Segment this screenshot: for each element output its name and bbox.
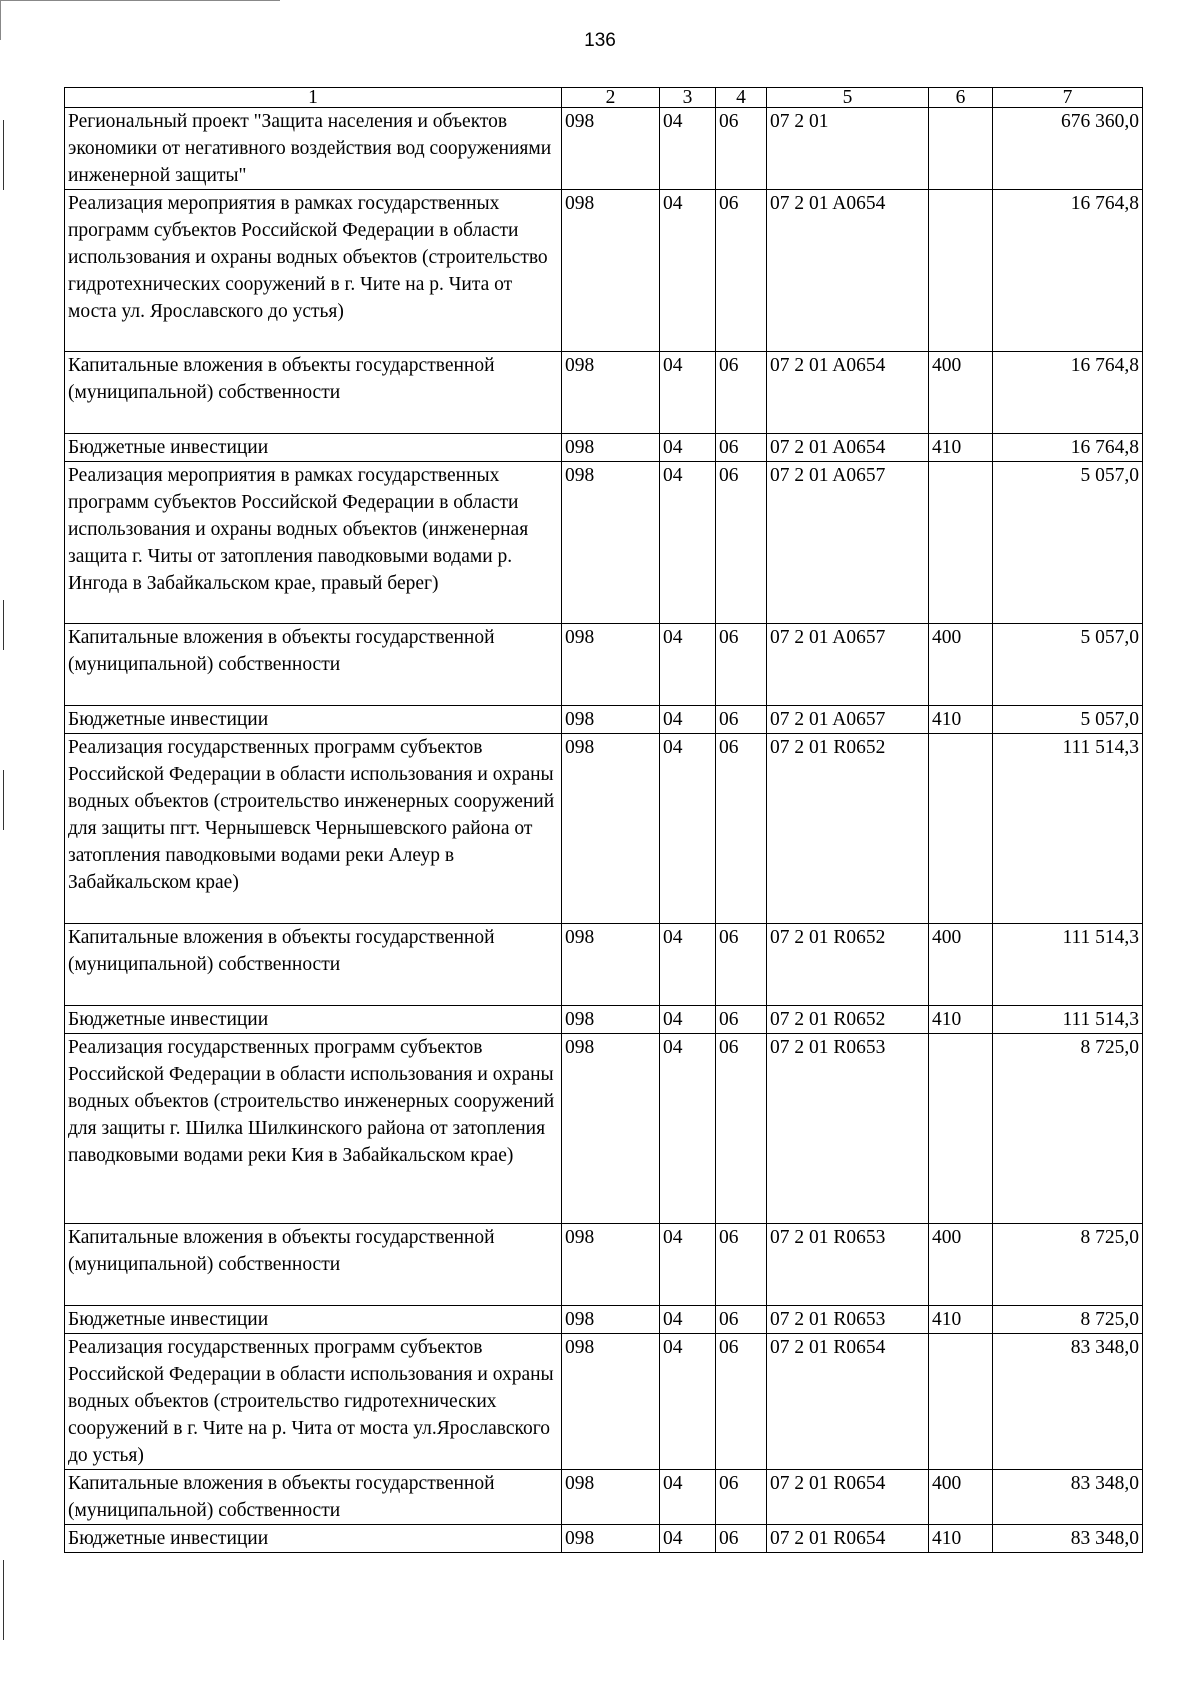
row-section: 04 [660,462,716,624]
row-subsection: 06 [716,1306,767,1334]
row-section: 04 [660,924,716,1006]
row-amount: 16 764,8 [993,190,1143,352]
row-section: 04 [660,1525,716,1553]
table-row [65,1470,1143,1525]
row-target-article: 07 2 01 R0654 [767,1334,929,1470]
table-row [65,1006,1143,1034]
row-amount: 5 057,0 [993,624,1143,706]
column-header: 3 [660,88,716,108]
row-name: Бюджетные инвестиции [65,1306,562,1334]
table-row [65,734,1143,924]
row-target-article: 07 2 01 R0652 [767,924,929,1006]
row-name: Бюджетные инвестиции [65,1525,562,1553]
row-section: 04 [660,434,716,462]
row-name: Бюджетные инвестиции [65,434,562,462]
row-expense-type: 400 [929,1224,993,1306]
row-target-article: 07 2 01 R0653 [767,1034,929,1224]
row-section: 04 [660,734,716,924]
column-header: 5 [767,88,929,108]
row-name: Реализация мероприятия в рамках государственных программ субъектов Российской Федерации в области использования и охраны водных объектов (инженерная защита г. Читы от затопления паводковыми водами р. Ингода в Забайкальском крае, правый берег) [65,462,562,624]
row-expense-type [929,190,993,352]
table-row [65,624,1143,706]
row-expense-type [929,108,993,190]
row-target-article: 07 2 01 A0654 [767,352,929,434]
row-name: Капитальные вложения в объекты государственной (муниципальной) собственности [65,352,562,434]
row-subsection: 06 [716,462,767,624]
row-admin-code: 098 [562,924,660,1006]
row-target-article: 07 2 01 A0654 [767,190,929,352]
row-section: 04 [660,190,716,352]
row-admin-code: 098 [562,706,660,734]
row-amount: 83 348,0 [993,1334,1143,1470]
margin-mark [3,600,4,650]
row-admin-code: 098 [562,108,660,190]
row-expense-type: 400 [929,624,993,706]
row-target-article: 07 2 01 R0652 [767,1006,929,1034]
row-amount: 5 057,0 [993,706,1143,734]
table-row [65,1334,1143,1470]
row-section: 04 [660,1470,716,1525]
budget-table [64,87,1143,1553]
table-row [65,190,1143,352]
row-target-article: 07 2 01 R0654 [767,1525,929,1553]
table-row [65,352,1143,434]
row-admin-code: 098 [562,190,660,352]
row-subsection: 06 [716,924,767,1006]
row-amount: 8 725,0 [993,1306,1143,1334]
table-row [65,434,1143,462]
row-subsection: 06 [716,434,767,462]
row-amount: 111 514,3 [993,924,1143,1006]
row-admin-code: 098 [562,1334,660,1470]
row-name: Капитальные вложения в объекты государственной (муниципальной) собственности [65,1470,562,1525]
row-admin-code: 098 [562,624,660,706]
row-subsection: 06 [716,706,767,734]
row-subsection: 06 [716,1034,767,1224]
row-name: Реализация государственных программ субъектов Российской Федерации в области использования и охраны водных объектов (строительство гидротехнических сооружений в г. Чите на р. Чита от моста ул.Ярославского до устья) [65,1334,562,1470]
row-expense-type: 410 [929,1306,993,1334]
page-number: 136 [584,30,616,51]
table-row [65,1224,1143,1306]
row-amount: 83 348,0 [993,1470,1143,1525]
row-name: Реализация мероприятия в рамках государственных программ субъектов Российской Федерации в области использования и охраны водных объектов (строительство гидротехнических сооружений в г. Чите на р. Чита от моста ул. Ярославского до устья) [65,190,562,352]
row-section: 04 [660,1006,716,1034]
row-admin-code: 098 [562,1306,660,1334]
column-header: 7 [993,88,1143,108]
row-expense-type: 410 [929,1525,993,1553]
row-admin-code: 098 [562,1525,660,1553]
row-subsection: 06 [716,1470,767,1525]
row-name: Реализация государственных программ субъектов Российской Федерации в области использования и охраны водных объектов (строительство инженерных сооружений для защиты пгт. Чернышевск Чернышевского района от затопления паводковыми водами реки Алеур в Забайкальском крае) [65,734,562,924]
row-target-article: 07 2 01 A0657 [767,624,929,706]
row-expense-type: 410 [929,1006,993,1034]
row-subsection: 06 [716,108,767,190]
table-row [65,1034,1143,1224]
margin-mark [3,770,4,830]
row-target-article: 07 2 01 A0657 [767,462,929,624]
row-amount: 16 764,8 [993,434,1143,462]
row-expense-type: 410 [929,706,993,734]
row-name: Бюджетные инвестиции [65,1006,562,1034]
row-amount: 8 725,0 [993,1224,1143,1306]
row-subsection: 06 [716,624,767,706]
row-admin-code: 098 [562,1224,660,1306]
margin-mark [3,120,4,190]
row-subsection: 06 [716,1525,767,1553]
row-expense-type [929,1034,993,1224]
table-row [65,108,1143,190]
row-expense-type: 410 [929,434,993,462]
row-section: 04 [660,1334,716,1470]
row-expense-type [929,734,993,924]
column-header: 6 [929,88,993,108]
column-header: 2 [562,88,660,108]
row-admin-code: 098 [562,1006,660,1034]
row-name: Региональный проект "Защита населения и объектов экономики от негативного воздействия вод сооружениями инженерной защиты" [65,108,562,190]
row-amount: 111 514,3 [993,1006,1143,1034]
row-section: 04 [660,1306,716,1334]
row-admin-code: 098 [562,352,660,434]
row-admin-code: 098 [562,1470,660,1525]
row-target-article: 07 2 01 R0653 [767,1224,929,1306]
row-subsection: 06 [716,1334,767,1470]
row-subsection: 06 [716,352,767,434]
table-row [65,1306,1143,1334]
row-expense-type [929,1334,993,1470]
row-target-article: 07 2 01 R0654 [767,1470,929,1525]
row-amount: 111 514,3 [993,734,1143,924]
row-section: 04 [660,1034,716,1224]
row-admin-code: 098 [562,1034,660,1224]
row-name: Капитальные вложения в объекты государственной (муниципальной) собственности [65,924,562,1006]
row-admin-code: 098 [562,462,660,624]
column-header: 1 [65,88,562,108]
row-target-article: 07 2 01 R0652 [767,734,929,924]
row-expense-type: 400 [929,924,993,1006]
row-expense-type [929,462,993,624]
column-header: 4 [716,88,767,108]
table-row [65,1525,1143,1553]
row-section: 04 [660,1224,716,1306]
row-name: Бюджетные инвестиции [65,706,562,734]
row-target-article: 07 2 01 A0657 [767,706,929,734]
scan-edge-line [0,0,280,3]
row-amount: 676 360,0 [993,108,1143,190]
table-row [65,924,1143,1006]
row-name: Капитальные вложения в объекты государственной (муниципальной) собственности [65,624,562,706]
row-subsection: 06 [716,190,767,352]
row-section: 04 [660,352,716,434]
row-section: 04 [660,624,716,706]
margin-mark [3,1560,4,1640]
table-row [65,462,1143,624]
row-subsection: 06 [716,1006,767,1034]
row-target-article: 07 2 01 A0654 [767,434,929,462]
table-row [65,706,1143,734]
table-header-row [65,88,1143,108]
row-target-article: 07 2 01 R0653 [767,1306,929,1334]
row-name: Реализация государственных программ субъектов Российской Федерации в области использования и охраны водных объектов (строительство инженерных сооружений для защиты г. Шилка Шилкинского района от затопления паводковыми водами реки Кия в Забайкальском крае) [65,1034,562,1224]
row-name: Капитальные вложения в объекты государственной (муниципальной) собственности [65,1224,562,1306]
row-amount: 83 348,0 [993,1525,1143,1553]
row-subsection: 06 [716,734,767,924]
row-amount: 5 057,0 [993,462,1143,624]
row-expense-type: 400 [929,352,993,434]
row-amount: 16 764,8 [993,352,1143,434]
row-expense-type: 400 [929,1470,993,1525]
row-amount: 8 725,0 [993,1034,1143,1224]
row-section: 04 [660,108,716,190]
row-target-article: 07 2 01 [767,108,929,190]
row-admin-code: 098 [562,734,660,924]
row-admin-code: 098 [562,434,660,462]
row-section: 04 [660,706,716,734]
row-subsection: 06 [716,1224,767,1306]
